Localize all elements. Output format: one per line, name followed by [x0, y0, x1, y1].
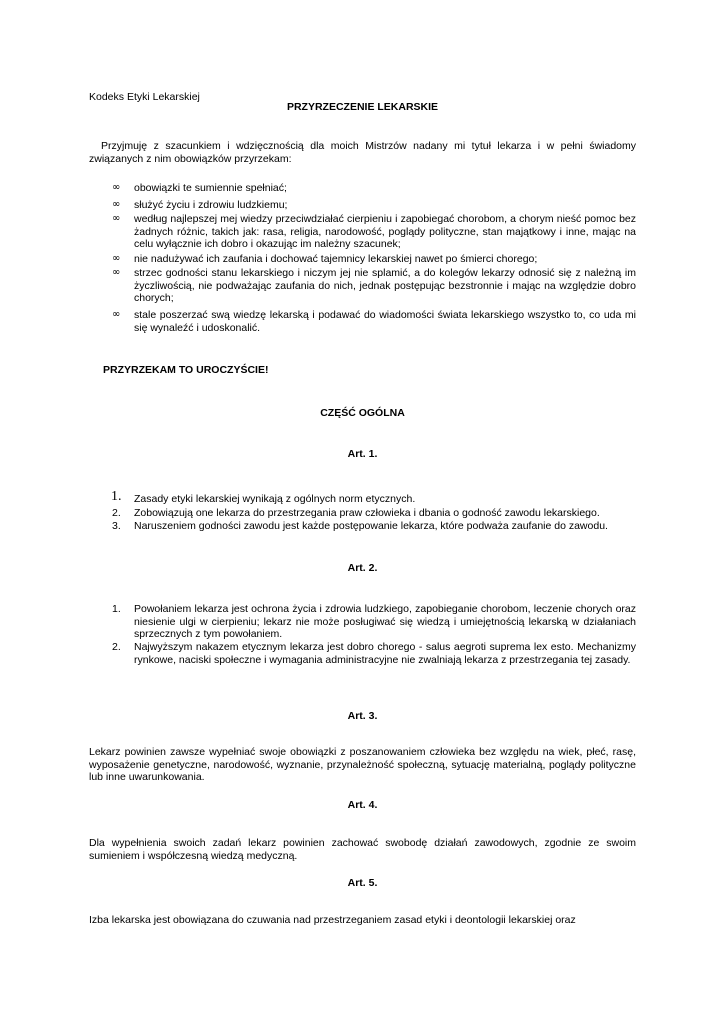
art1-item-2: Zobowiązują one lekarza do przestrzegania praw człowieka i dbania o godność zawodu lekarskiego. — [134, 507, 600, 519]
bullet-icon: ∞ — [112, 182, 121, 193]
art4-text: Dla wypełnienia swoich zadań lekarz powinien zachować swobodę działań zawodowych, zgodnie ze swoim sumieniem i współczesną wiedzą medyczną. — [89, 837, 636, 862]
art2-item-1: Powołaniem lekarza jest ochrona życia i zdrowia ludzkiego, zapobieganie chorobom, leczenie chorych oraz niesienie ulgi w cierpieniu; lekarz nie może posługiwać się wiedzą i umiejętnością lekarską w działaniach sprzecznych z tym powołaniem. — [134, 603, 636, 641]
art3-title: Art. 3. — [347, 710, 378, 722]
oath-intro: Przyjmuję z szacunkiem i wdzięcznością dla moich Mistrzów nadany mi tytuł lekarza i w pełni świadomy związanych z nim obowiązków przyrzekam: — [89, 140, 636, 165]
bullet-icon: ∞ — [112, 213, 121, 224]
art1-item-number: 1. — [111, 489, 122, 504]
art1-title: Art. 1. — [347, 448, 378, 460]
art1-item-number: 2. — [112, 507, 121, 519]
art2-item-number: 1. — [112, 603, 121, 615]
bullet-icon: ∞ — [112, 267, 121, 278]
bullet-icon: ∞ — [112, 309, 121, 320]
oath-bullet-2: służyć życiu i zdrowiu ludzkiemu; — [134, 199, 288, 211]
bullet-icon: ∞ — [112, 199, 121, 210]
art1-item-number: 3. — [112, 520, 121, 532]
oath-title: PRZYRZECZENIE LEKARSKIE — [286, 101, 439, 113]
oath-bullet-4: nie nadużywać ich zaufania i dochować tajemnicy lekarskiej nawet po śmierci chorego; — [134, 253, 538, 265]
art2-item-2: Najwyższym nakazem etycznym lekarza jest dobro chorego - salus aegroti suprema lex esto. Mechanizmy rynkowe, naciski społeczne i wymagania administracyjne nie zwalniają lekarza z przestrzegania tej zasady. — [134, 641, 636, 666]
art5-title: Art. 5. — [347, 877, 378, 889]
art1-item-1: Zasady etyki lekarskiej wynikają z ogólnych norm etycznych. — [134, 493, 416, 505]
art2-title: Art. 2. — [347, 562, 378, 574]
part-title: CZĘŚĆ OGÓLNA — [320, 407, 405, 419]
art2-item-number: 2. — [112, 641, 121, 653]
bullet-icon: ∞ — [112, 253, 121, 264]
oath-bullet-5: strzec godności stanu lekarskiego i niczym jej nie splamić, a do kolegów lekarzy odnosić się z należną im życzliwością, nie podważając zaufania do nich, jednak postępując bezstronnie i mając na względzie dobro chorych; — [134, 267, 636, 305]
art5-text: Izba lekarska jest obowiązana do czuwania nad przestrzeganiem zasad etyki i deontologii lekarskiej oraz — [89, 914, 576, 926]
art1-item-3: Naruszeniem godności zawodu jest każde postępowanie lekarza, które podważa zaufanie do zawodu. — [134, 520, 608, 532]
oath-bullet-3: według najlepszej mej wiedzy przeciwdziałać cierpieniu i zapobiegać chorobom, a chorym nieść pomoc bez żadnych różnic, takich jak: rasa, religia, narodowość, poglądy polityczne, stan majątkowy i inne, mając na celu wyłącznie ich dobro i okazując im należny szacunek; — [134, 213, 636, 251]
oath-bullet-6: stale poszerzać swą wiedzę lekarską i podawać do wiadomości świata lekarskiego wszystko to, co uda mi się wynaleźć i udoskonalić. — [134, 309, 636, 334]
art4-title: Art. 4. — [347, 799, 378, 811]
oath-closing: PRZYRZEKAM TO UROCZYŚCIE! — [103, 364, 269, 376]
oath-bullet-1: obowiązki te sumiennie spełniać; — [134, 182, 287, 194]
art3-text: Lekarz powinien zawsze wypełniać swoje obowiązki z poszanowaniem człowieka bez względu na wiek, płeć, rasę, wyposażenie genetyczne, narodowość, wyznanie, przynależność społeczną, sytuację materialną, poglądy polityczne lub inne uwarunkowania. — [89, 746, 636, 784]
document-header: Kodeks Etyki Lekarskiej — [89, 91, 200, 103]
